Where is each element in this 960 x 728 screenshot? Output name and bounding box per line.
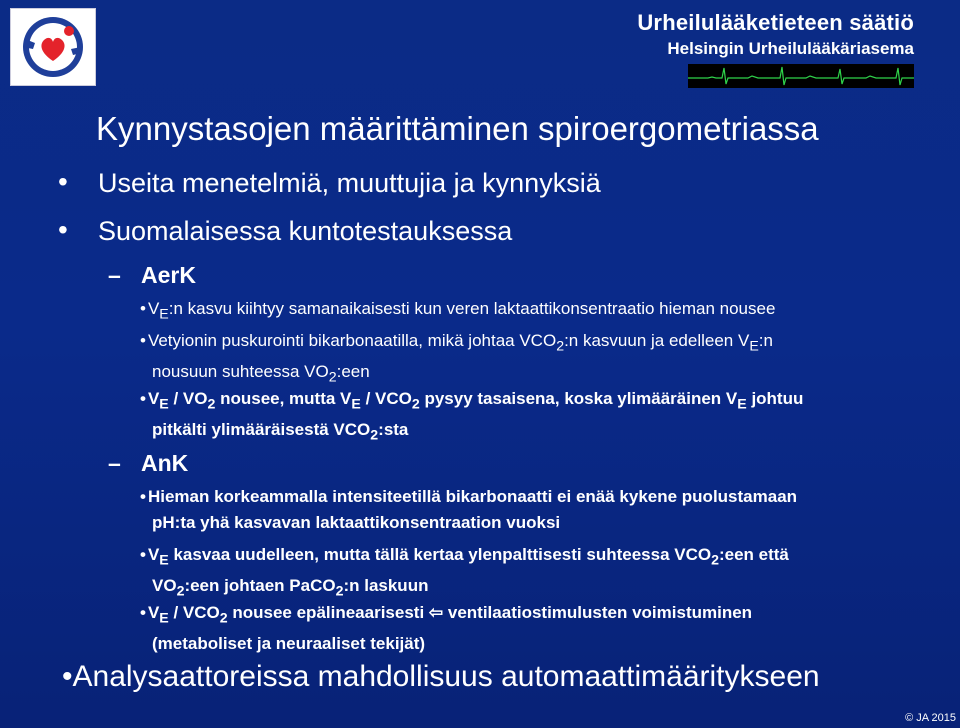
ank-heading: – AnK: [108, 450, 189, 476]
ecg-trace-icon: [688, 64, 914, 88]
aerk-item-3: • $V_E / VO_2$ nousee, mutta $V_E / VCO_2$ pysyy tasaisena, koska ylimääräinen $V_E$ johtuu pitkälti ylimääräisestä $VCO_2:sta$: [140, 389, 804, 444]
aerk-item-2: • Vetyionin puskurointi bikarbonaatilla, mikä johtaa $VCO_2:n$ kasvuun ja edelleen $V_E:n$ nousuun suhteessa $VO_2:een$: [140, 331, 773, 386]
aerk-item-1: • $V_E:n$ kasvu kiihtyy samanaikaisesti kun veren laktaattikonsentraatio hieman nousee: [140, 299, 776, 323]
organization-subtitle: Helsingin Urheilulääkäriasema: [667, 39, 914, 58]
dash-icon: –: [108, 450, 121, 476]
bullet-methods: • Useita menetelmiä, muuttujia ja kynnyksiä: [58, 166, 601, 198]
copyright: © JA 2015: [905, 712, 956, 724]
ecg-strip: [688, 64, 914, 88]
heart-logo-icon: [11, 9, 95, 85]
bullet-finnish-testing: • Suomalaisessa kuntotestauksessa: [58, 214, 513, 246]
bullet-dot-icon: •: [58, 214, 68, 245]
bullet-analyzers: •Analysaattoreissa mahdollisuus automaattimääritykseen: [62, 660, 820, 693]
foundation-logo: [10, 8, 96, 86]
left-arrow-icon: ⇦: [428, 603, 444, 622]
bullet-dot-icon: •: [58, 166, 68, 197]
slide-title: Kynnystasojen määrittäminen spiroergometriassa: [96, 110, 819, 147]
ank-item-1: • Hieman korkeammalla intensiteetillä bikarbonaatti ei enää kykene puolustamaan pH:ta yhä kasvavan laktaattikonsentraation vuoksi: [140, 487, 798, 532]
ank-item-3: • $V_E / VCO_2$ nousee epälineaarisesti ⇦ ventilaatiostimulusten voimistuminen (metaboliset ja neuraaliset tekijät): [140, 603, 753, 654]
aerk-heading: – AerK: [108, 262, 196, 288]
organization-title: Urheilulääketieteen säätiö: [637, 10, 914, 35]
ank-item-2: • $V_E$ kasvaa uudelleen, mutta tällä kertaa ylenpalttisesti suhteessa $VCO_2:een$ että $VO_2:een$ johtaen PaCO$_2$:n laskuun: [140, 545, 789, 600]
dash-icon: –: [108, 262, 121, 288]
